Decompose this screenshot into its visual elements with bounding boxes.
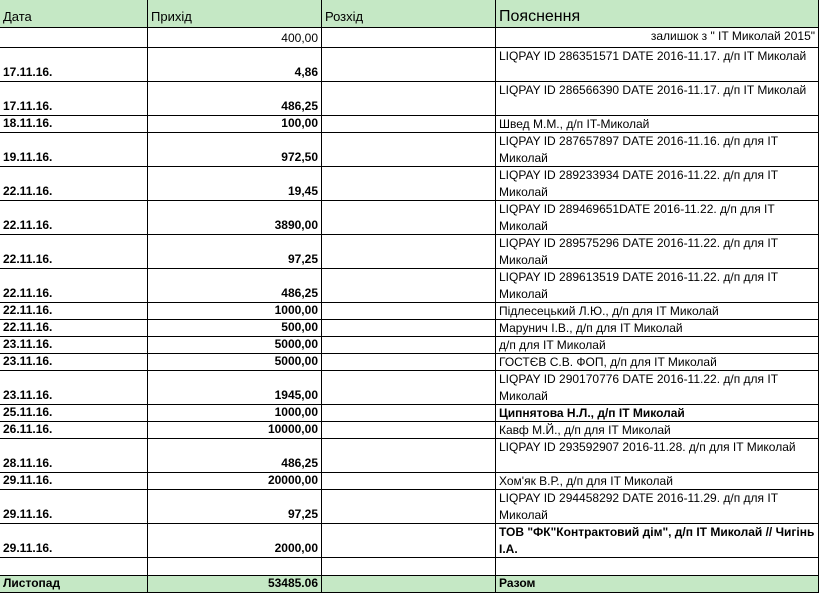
row-date[interactable]: 22.11.16. bbox=[0, 320, 148, 337]
blank-note[interactable] bbox=[496, 558, 819, 576]
row-expense[interactable] bbox=[322, 303, 496, 320]
table-row bbox=[0, 48, 820, 82]
row-note[interactable]: LIQPAY ID 293592907 2016-11.28. д/п для IT Миколай bbox=[496, 439, 819, 473]
opening-expense[interactable] bbox=[322, 28, 496, 48]
table-row bbox=[0, 133, 820, 167]
table-row bbox=[0, 354, 820, 371]
row-note[interactable]: Кавф М.Й., д/п для IT Миколай bbox=[496, 422, 819, 439]
row-expense[interactable] bbox=[322, 405, 496, 422]
row-expense[interactable] bbox=[322, 269, 496, 303]
row-note[interactable]: ТОВ "ФК"Контрактовий дім", д/п IT Миколай // Чигінь І.А. bbox=[496, 524, 819, 558]
row-income[interactable]: 500,00 bbox=[148, 320, 322, 337]
table-row bbox=[0, 269, 820, 303]
row-note[interactable]: LIQPAY ID 287657897 DATE 2016-11.16. д/п для IT Миколай bbox=[496, 133, 819, 167]
row-date[interactable]: 17.11.16. bbox=[0, 48, 148, 82]
row-note[interactable]: LIQPAY ID 290170776 DATE 2016-11.22. д/п для IT Миколай bbox=[496, 371, 819, 405]
row-income[interactable]: 3890,00 bbox=[148, 201, 322, 235]
row-date[interactable]: 22.11.16. bbox=[0, 303, 148, 320]
footer-label[interactable]: Листопад bbox=[0, 576, 148, 593]
row-income[interactable]: 19,45 bbox=[148, 167, 322, 201]
row-expense[interactable] bbox=[322, 422, 496, 439]
row-expense[interactable] bbox=[322, 490, 496, 524]
row-note[interactable]: LIQPAY ID 289613519 DATE 2016-11.22. д/п для IT Миколай bbox=[496, 269, 819, 303]
table-row bbox=[0, 337, 820, 354]
row-income[interactable]: 100,00 bbox=[148, 116, 322, 133]
table-row bbox=[0, 439, 820, 473]
row-date[interactable]: 23.11.16. bbox=[0, 337, 148, 354]
row-note[interactable]: Підлесецький Л.Ю., д/п для IT Миколай bbox=[496, 303, 819, 320]
row-note[interactable]: LIQPAY ID 286351571 DATE 2016-11.17. д/п IT Миколай bbox=[496, 48, 819, 82]
row-note[interactable]: LIQPAY ID 286566390 DATE 2016-11.17. д/п IT Миколай bbox=[496, 82, 819, 116]
row-expense[interactable] bbox=[322, 524, 496, 558]
row-expense[interactable] bbox=[322, 473, 496, 490]
row-note[interactable]: LIQPAY ID 294458292 DATE 2016-11.29. д/п для IT Миколай bbox=[496, 490, 819, 524]
row-income[interactable]: 486,25 bbox=[148, 269, 322, 303]
row-date[interactable]: 26.11.16. bbox=[0, 422, 148, 439]
row-date[interactable]: 19.11.16. bbox=[0, 133, 148, 167]
row-note[interactable]: LIQPAY ID 289233934 DATE 2016-11.22. д/п для IT Миколай bbox=[496, 167, 819, 201]
row-date[interactable]: 29.11.16. bbox=[0, 473, 148, 490]
row-date[interactable]: 17.11.16. bbox=[0, 82, 148, 116]
table-row bbox=[0, 167, 820, 201]
row-note[interactable]: ГОСТЄВ С.В. ФОП, д/п для IT Миколай bbox=[496, 354, 819, 371]
row-expense[interactable] bbox=[322, 48, 496, 82]
table-row bbox=[0, 490, 820, 524]
opening-date[interactable] bbox=[0, 28, 148, 48]
row-income[interactable]: 5000,00 bbox=[148, 337, 322, 354]
row-date[interactable]: 29.11.16. bbox=[0, 524, 148, 558]
row-income[interactable]: 97,25 bbox=[148, 235, 322, 269]
row-note[interactable]: LIQPAY ID 289469651DATE 2016-11.22. д/п для IT Миколай bbox=[496, 201, 819, 235]
footer-note[interactable]: Разом bbox=[496, 576, 819, 593]
table-row bbox=[0, 405, 820, 422]
table-row bbox=[0, 473, 820, 490]
blank-expense[interactable] bbox=[322, 558, 496, 576]
row-date[interactable]: 23.11.16. bbox=[0, 371, 148, 405]
row-note[interactable]: Швед М.М., д/п IT-Миколай bbox=[496, 116, 819, 133]
row-income[interactable]: 97,25 bbox=[148, 490, 322, 524]
row-income[interactable]: 2000,00 bbox=[148, 524, 322, 558]
blank-row bbox=[0, 558, 820, 576]
footer-expense[interactable] bbox=[322, 576, 496, 593]
table-row bbox=[0, 201, 820, 235]
row-date[interactable]: 23.11.16. bbox=[0, 354, 148, 371]
footer-total[interactable]: 53485.06 bbox=[148, 576, 322, 593]
row-expense[interactable] bbox=[322, 82, 496, 116]
row-income[interactable]: 486,25 bbox=[148, 439, 322, 473]
row-expense[interactable] bbox=[322, 320, 496, 337]
row-note[interactable]: д/п для IT Миколай bbox=[496, 337, 819, 354]
row-date[interactable]: 25.11.16. bbox=[0, 405, 148, 422]
table-row bbox=[0, 524, 820, 558]
row-expense[interactable] bbox=[322, 133, 496, 167]
row-expense[interactable] bbox=[322, 371, 496, 405]
row-date[interactable]: 29.11.16. bbox=[0, 490, 148, 524]
table-row bbox=[0, 320, 820, 337]
row-note[interactable]: LIQPAY ID 289575296 DATE 2016-11.22. д/п для IT Миколай bbox=[496, 235, 819, 269]
opening-note[interactable]: залишок з " IT Миколай 2015" bbox=[496, 28, 819, 48]
row-expense[interactable] bbox=[322, 439, 496, 473]
opening-income[interactable]: 400,00 bbox=[148, 28, 322, 48]
header-note[interactable]: Пояснення bbox=[496, 0, 819, 28]
blank-date[interactable] bbox=[0, 558, 148, 576]
row-expense[interactable] bbox=[322, 354, 496, 371]
row-income[interactable]: 20000,00 bbox=[148, 473, 322, 490]
header-expense[interactable]: Розхід bbox=[322, 0, 496, 28]
row-expense[interactable] bbox=[322, 235, 496, 269]
table-row bbox=[0, 371, 820, 405]
row-expense[interactable] bbox=[322, 167, 496, 201]
row-date[interactable]: 22.11.16. bbox=[0, 167, 148, 201]
table-row bbox=[0, 422, 820, 439]
table-row bbox=[0, 235, 820, 269]
row-note[interactable]: Марунич І.В., д/п для IT Миколай bbox=[496, 320, 819, 337]
header-income[interactable]: Прихід bbox=[148, 0, 322, 28]
row-expense[interactable] bbox=[322, 337, 496, 354]
row-note[interactable]: Хом'як В.Р., д/п для IT Миколай bbox=[496, 473, 819, 490]
row-date[interactable]: 22.11.16. bbox=[0, 201, 148, 235]
table-row bbox=[0, 303, 820, 320]
row-expense[interactable] bbox=[322, 116, 496, 133]
row-date[interactable]: 22.11.16. bbox=[0, 269, 148, 303]
table-row bbox=[0, 82, 820, 116]
opening-row bbox=[0, 28, 820, 48]
row-date[interactable]: 22.11.16. bbox=[0, 235, 148, 269]
header-row bbox=[0, 0, 820, 28]
row-income[interactable]: 972,50 bbox=[148, 133, 322, 167]
row-income[interactable]: 1945,00 bbox=[148, 371, 322, 405]
row-note[interactable]: Ципнятова Н.Л., д/п IT Миколай bbox=[496, 405, 819, 422]
row-income[interactable]: 486,25 bbox=[148, 82, 322, 116]
row-income[interactable]: 5000,00 bbox=[148, 354, 322, 371]
row-income[interactable]: 1000,00 bbox=[148, 405, 322, 422]
blank-income[interactable] bbox=[148, 558, 322, 576]
row-income[interactable]: 1000,00 bbox=[148, 303, 322, 320]
row-income[interactable]: 10000,00 bbox=[148, 422, 322, 439]
row-date[interactable]: 28.11.16. bbox=[0, 439, 148, 473]
row-expense[interactable] bbox=[322, 201, 496, 235]
header-date[interactable]: Дата bbox=[0, 0, 148, 28]
footer-row bbox=[0, 576, 820, 593]
row-date[interactable]: 18.11.16. bbox=[0, 116, 148, 133]
table-row bbox=[0, 116, 820, 133]
row-income[interactable]: 4,86 bbox=[148, 48, 322, 82]
